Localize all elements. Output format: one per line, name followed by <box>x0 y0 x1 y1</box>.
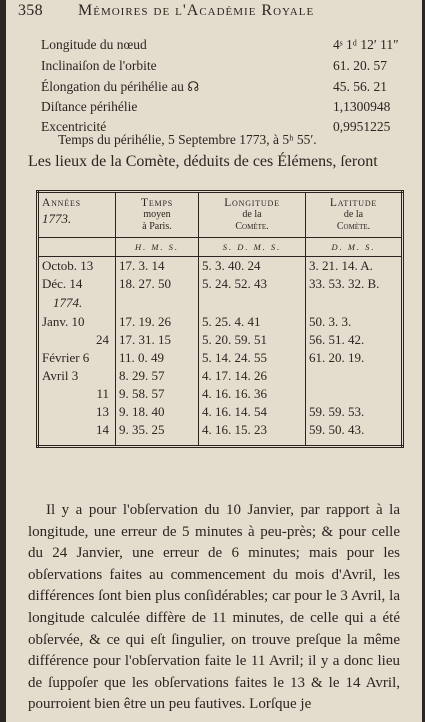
table-row: 13 9. 18. 40 4. 16. 14. 54 59. 59. 53. <box>38 403 403 421</box>
table-intro: Les lieux de la Comète, déduits de ces Élémens, ſeront <box>28 153 378 170</box>
table-row: 11 9. 58. 57 4. 16. 16. 36 <box>38 385 403 403</box>
book-page: 358 Mémoires de l'Académie Royale Longitude du nœud 4ˢ 1ᵈ 12′ 11″ Inclinaiſon de l'orbite 61. 20. 57 Élongation du périhélie au ☊ 45. 56. 21 Diſtance périhélie 1,1300948 Excentricité 0,9951225 Temps du périhélie, 5 Septembre 1773, à 5ʰ 55′. Les lieux de la Comète, déduits de ces Élémens, ſeront Années 1773. Temps moyen à Paris. Longitude de la Comète. Latitude de la Comète. H. M. S. S. D. M. S. D. M. S. Octob. 13 17. 3. 14 5. 3. 40. 24 3. 21. 14. A. Déc. 14 18. 27. 50 5. 24. 52. 43 33. 53. 32. B. 1774. Janv. 10 17. 19. 26 5. 25. 4. 41 50. 3. 3. 24 17. 31. 15 5. 20. 59. 51 56. 51. 42. Février 6 11. 0. 49 5. 14. 24. 55 61. 20. 19. Avril 3 8. 29. 57 4. 17. 14. 26 11 9. 58. 57 4. 16. 16. 36 13 9. 18. 40 4. 16. 14. 54 59. 59. 53. 14 9. 35. 25 4. 16. 15. 23 59. 50. 43. Il y a pour l'obſervation du 10 Janvier, par rapport à la longitude, une erreur de 5 minutes à peu-près; & pour celle du 24 Janvier, une erreur de 6 minutes; mais pour les obſervations faites au commencement du mois d'Avril, les différences ſont bien plus conſidérables; car pour le 3 Avril, la longitude calculée diffère de 11 minutes, de celle qui a été obſervée, & ce qui eſt ſingulier, on trouve preſque la même différence pour l'obſervation faite le 11 Avril; il y a donc lieu de ſuppoſer que les obſervations faites le 13 & le 14 Avril, pourroient bien être un peu fautives. Lorſque je <box>6 0 422 722</box>
header-annees: Années 1773. <box>38 192 116 238</box>
table-row: Janv. 10 17. 19. 26 5. 25. 4. 41 50. 3. 3. <box>38 313 403 331</box>
running-title: Mémoires de l'Académie Royale <box>78 2 315 19</box>
body-paragraph: Il y a pour l'obſervation du 10 Janvier, par rapport à la longitude, une erreur de 5 minutes à peu-près; & pour celle du 24 Janvier, une erreur de 6 minutes; mais pour les obſervations faites au commencement du mois d'Avril, les différences ſont bien plus conſidérables; car pour le 3 Avril, la longitude calculée diffère de 11 minutes, de celle qui a été obſervée, & ce qui eſt ſingulier, on trouve preſque la même différence pour l'obſervation faite le 11 Avril; il y a donc lieu de ſuppoſer que les obſervations faites le 13 & le 14 Avril, pourroient bien être un peu fautives. Lorſque je <box>28 502 400 713</box>
units-row <box>38 238 403 257</box>
header-longitude: Longitude de la Comète. <box>199 192 306 238</box>
table-row: Avril 3 8. 29. 57 4. 17. 14. 26 <box>38 367 403 385</box>
table-row: Déc. 14 18. 27. 50 5. 24. 52. 43 33. 53. 32. B. <box>38 275 403 293</box>
table-row: 14 9. 35. 25 4. 16. 15. 23 59. 50. 43. <box>38 421 403 447</box>
table-row: Octob. 13 17. 3. 14 5. 3. 40. 24 3. 21. 14. A. <box>38 257 403 276</box>
units-longitude: S. D. M. S. <box>199 238 306 257</box>
header-temps: Temps moyen à Paris. <box>116 192 199 238</box>
table-row: Février 6 11. 0. 49 5. 14. 24. 55 61. 20. 19. <box>38 349 403 367</box>
table-row: 24 17. 31. 15 5. 20. 59. 51 56. 51. 42. <box>38 331 403 349</box>
header-latitude: Latitude de la Comète. <box>306 192 403 238</box>
units-latitude: D. M. S. <box>306 238 403 257</box>
comet-positions-table <box>36 190 404 448</box>
page-number: 358 <box>18 2 43 19</box>
table-row: 1774. <box>38 293 403 313</box>
units-time: H. M. S. <box>116 238 199 257</box>
